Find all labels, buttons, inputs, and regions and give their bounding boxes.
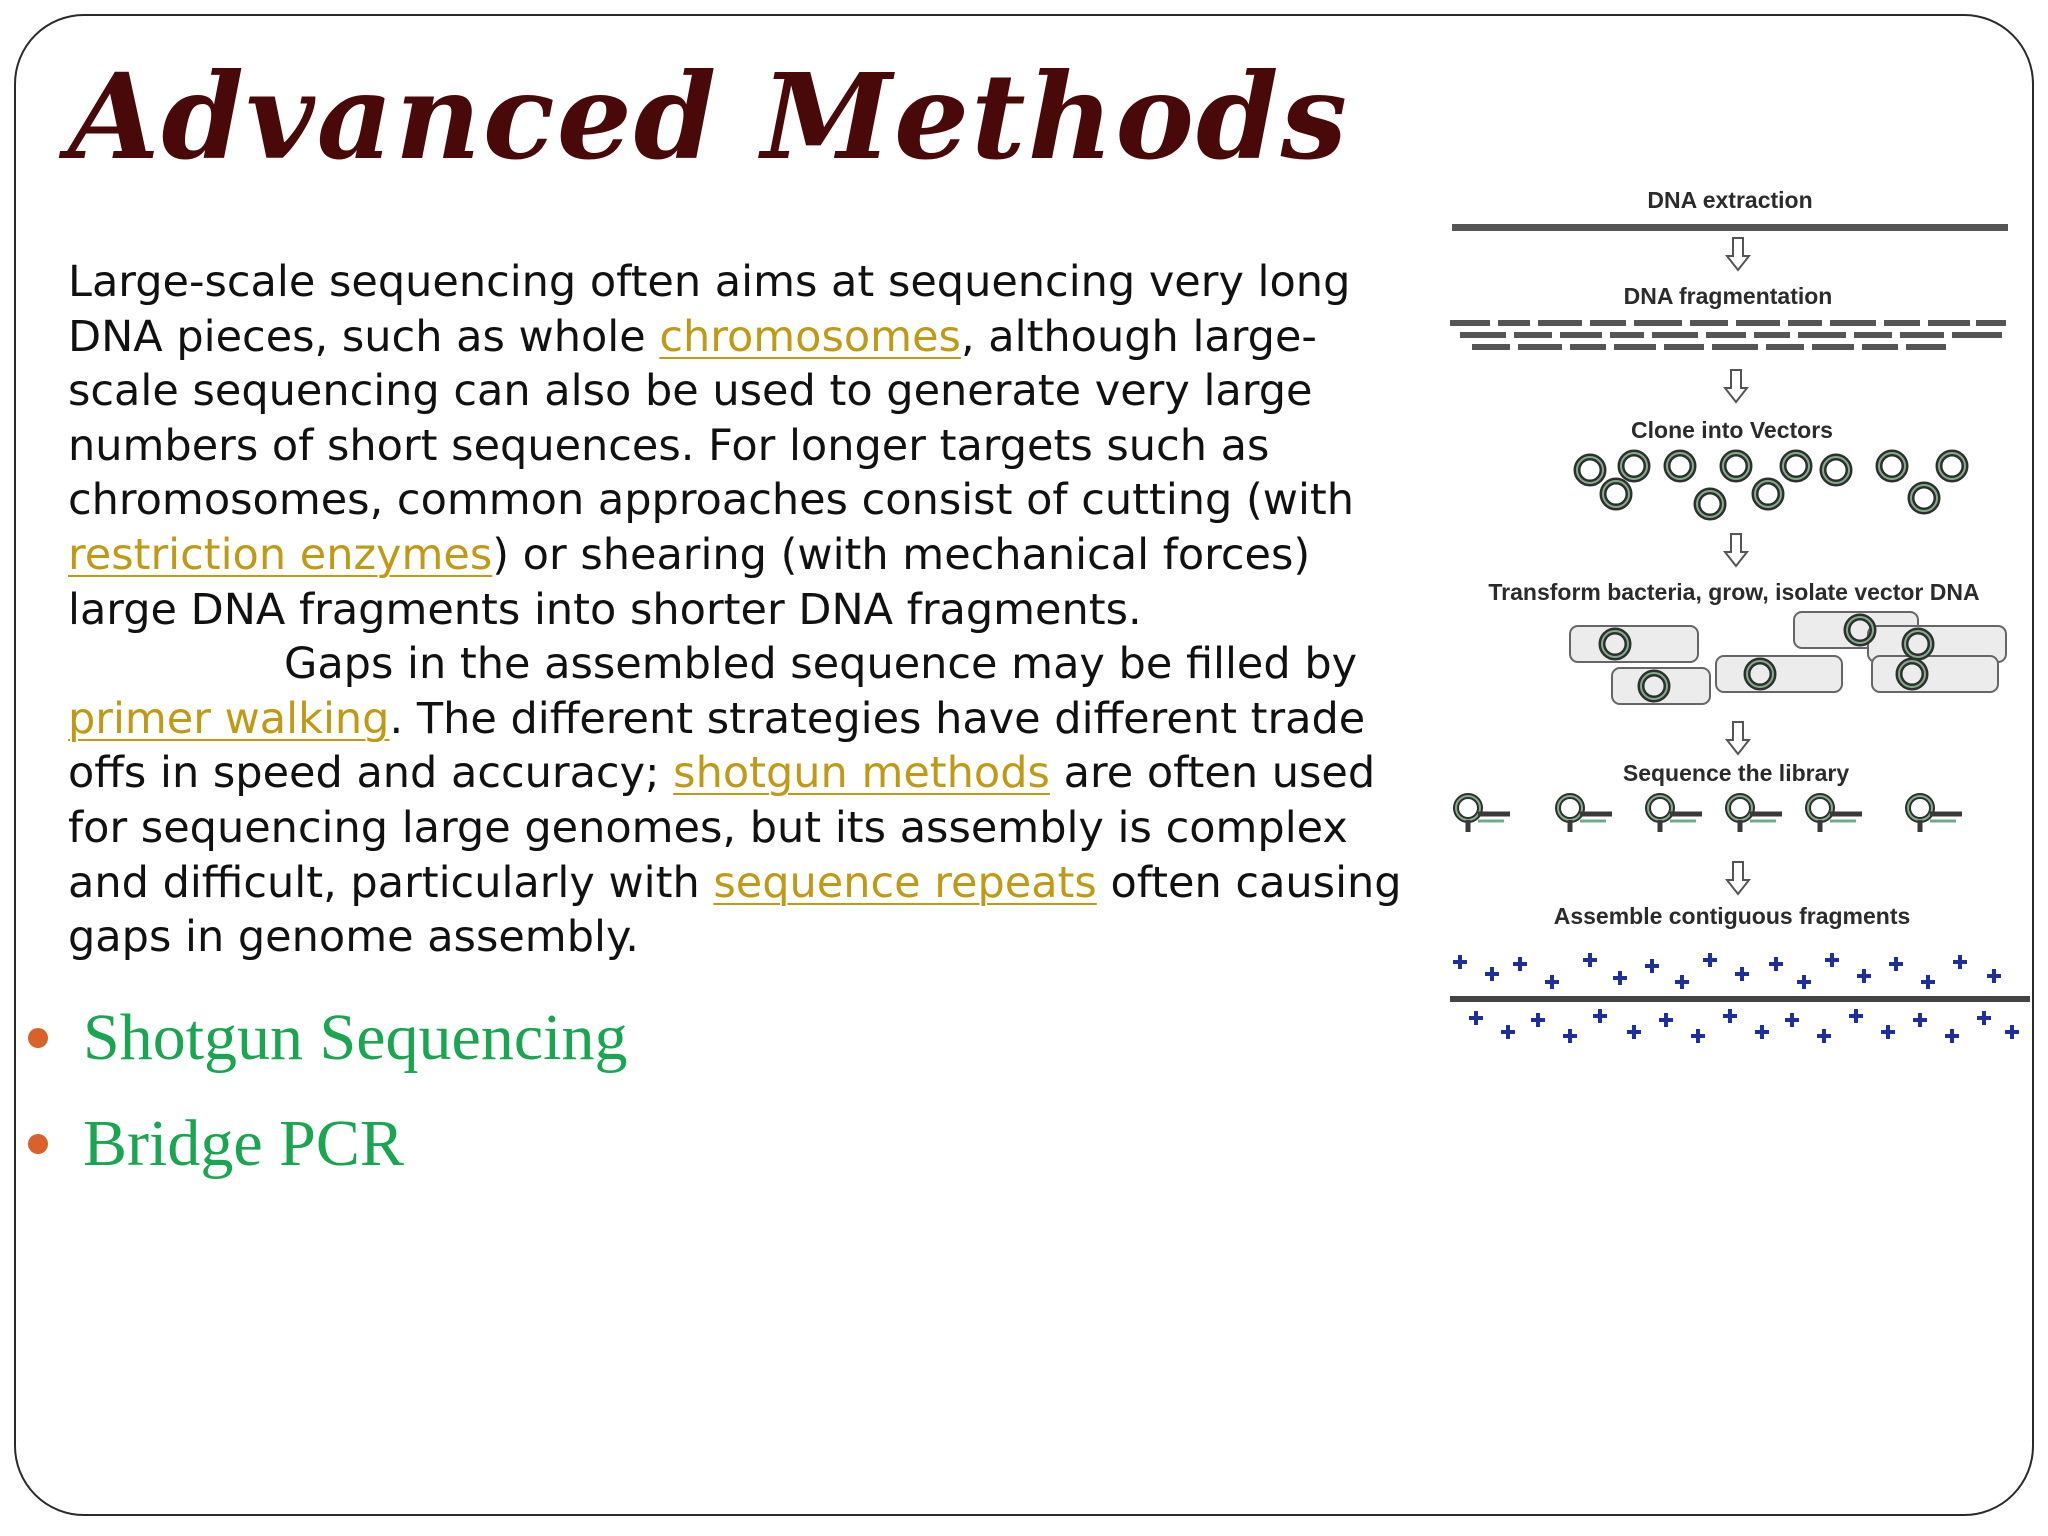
link-chromosomes[interactable]: chromosomes — [659, 311, 961, 362]
step-label-dna-extraction: DNA extraction — [1647, 187, 1813, 213]
link-shotgun-methods[interactable]: shotgun methods — [673, 748, 1050, 799]
bullet-label: Bridge PCR — [83, 1107, 404, 1180]
bullet-item-bridge-pcr — [22, 1091, 627, 1197]
dna-fragments — [1450, 320, 2006, 350]
bullet-list — [22, 985, 627, 1197]
arrow-down-icon — [1727, 238, 1749, 270]
step-label-assemble-contiguous-fragments: Assemble contiguous fragments — [1553, 903, 1911, 929]
arrow-down-icon — [1727, 722, 1749, 754]
step-label-sequence-the-library: Sequence the library — [1622, 760, 1850, 786]
vector-rings — [1577, 453, 1965, 517]
step-label-dna-fragmentation: DNA fragmentation — [1623, 283, 1833, 309]
body-text — [68, 255, 1408, 965]
bacteria-cells — [1570, 612, 2006, 704]
sequencing-reads — [1456, 796, 1962, 832]
step-label-transform-bacteria: Transform bacteria, grow, isolate vector DNA — [1488, 579, 1980, 605]
paragraph-2: Gaps in the assembled sequence may be filled by primer walking. The different strategies have different trade offs in speed and accuracy; shotgun methods are often used for sequencing large genomes, but its assembly is complex and difficult, particularly with sequence repeats often causing gaps in genome assembly. — [68, 639, 1402, 963]
slide-title: Advanced Methods — [68, 47, 1350, 186]
arrow-down-icon — [1725, 534, 1747, 566]
bullet-item-shotgun-sequencing — [22, 985, 627, 1091]
bullet-label: Shotgun Sequencing — [83, 1001, 628, 1074]
arrow-down-icon — [1725, 370, 1747, 402]
step-label-clone-into-vectors: Clone into Vectors — [1631, 417, 1833, 443]
arrow-down-icon — [1727, 862, 1749, 894]
paragraph-1: Large-scale sequencing often aims at sequencing very long DNA pieces, such as whole chromosomes, although large-scale sequencing can also be used to generate very large numbers of short sequences. For longer targets such as chromosomes, common approaches consist of cutting (with restriction enzymes) or shearing (with mechanical forces) large DNA fragments into shorter DNA fragments. — [68, 257, 1355, 635]
dna-strand — [1452, 224, 2008, 231]
read-fragments-below — [1469, 1009, 2019, 1043]
link-primer-walking[interactable]: primer walking — [68, 693, 390, 744]
link-sequence-repeats[interactable]: sequence repeats — [713, 857, 1097, 908]
link-restriction-enzymes[interactable]: restriction enzymes — [68, 529, 493, 580]
shotgun-sequencing-diagram — [1420, 170, 2040, 1070]
assembled-strand — [1450, 996, 2030, 1002]
read-fragments-above — [1453, 953, 2001, 989]
bullet-dot-icon — [28, 1134, 48, 1154]
bullet-dot-icon — [28, 1028, 48, 1048]
